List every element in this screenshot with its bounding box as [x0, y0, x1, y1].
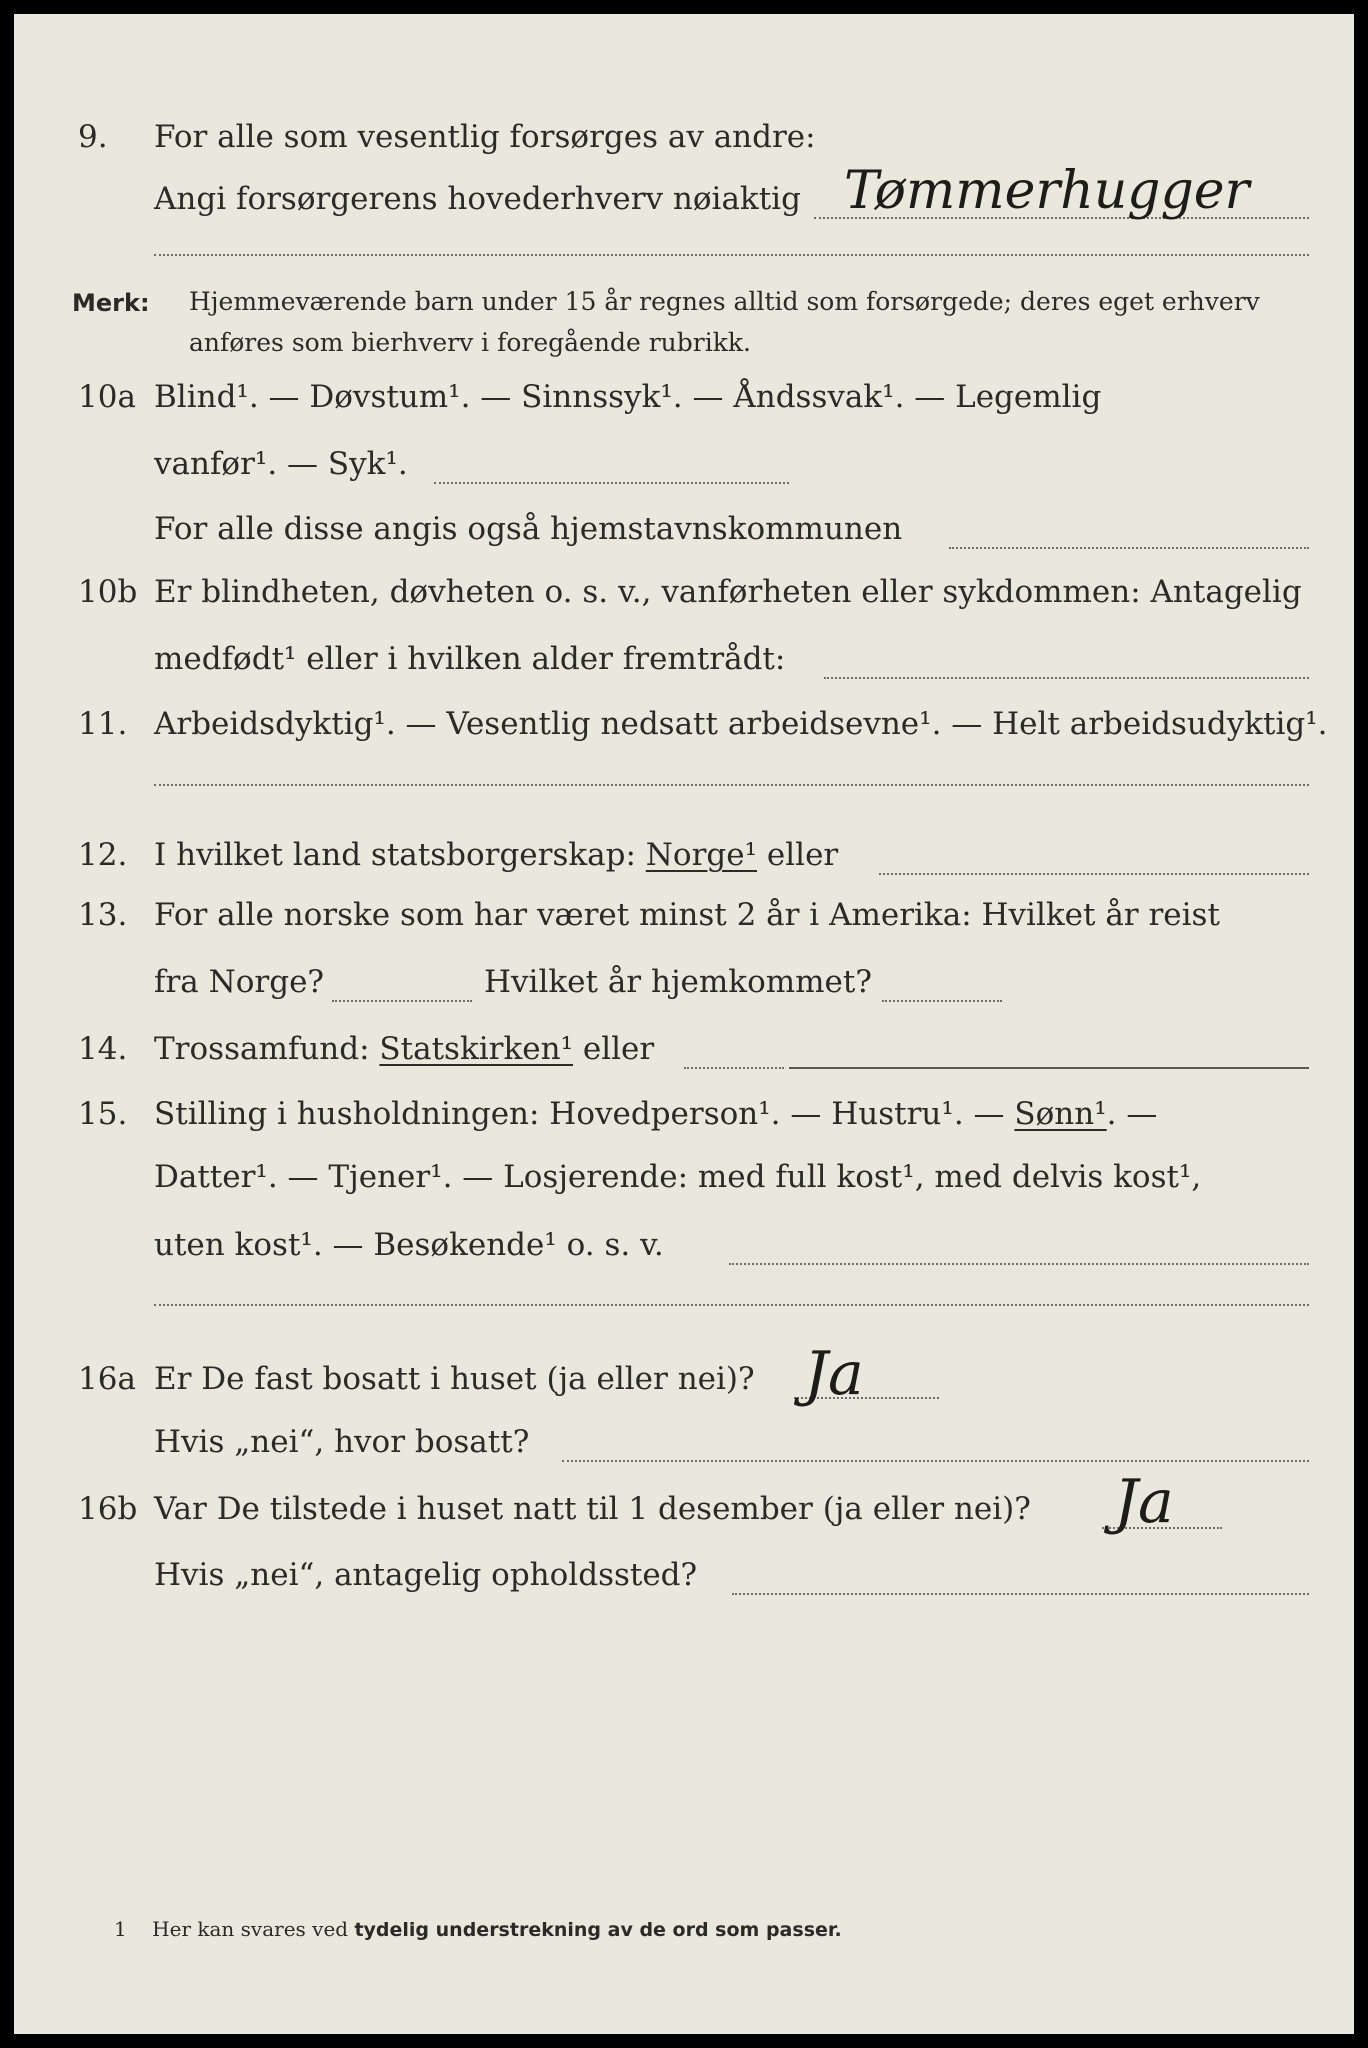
question-prefix: Trossamfund: [154, 1031, 370, 1067]
question-10b-line-1 [14, 574, 1354, 634]
question-16a-line-1 [14, 1339, 1354, 1421]
question-10a-line-1 [14, 379, 1354, 439]
blank-answer-line [154, 254, 1309, 256]
answer-line [879, 873, 1309, 875]
question-16b-line-1 [14, 1467, 1354, 1551]
answer-line [732, 1593, 1309, 1595]
question-16b-line-2 [14, 1557, 1354, 1617]
footnote-mark: 1 [114, 1917, 127, 1941]
answer-line [684, 1067, 784, 1069]
question-number: 10a [78, 379, 136, 415]
handwritten-answer-ja: Ja [1114, 1467, 1174, 1537]
question-prefix: I hvilket land statsborgerskap: [154, 837, 636, 873]
answer-line [789, 1067, 1309, 1069]
handwritten-answer-ja: Ja [804, 1339, 864, 1409]
question-text: Er blindheten, døvheten o. s. v., vanførheten eller sykdommen: Antagelig [154, 574, 1302, 610]
question-text: Blind¹. — Døvstum¹. — Sinnssyk¹. — Åndssvak¹. — Legemlig [154, 379, 1102, 415]
answer-line [332, 1000, 472, 1002]
question-suffix: eller [582, 1031, 655, 1067]
question-14-line-1 [14, 1031, 1354, 1091]
question-text: Hvis „nei“, hvor bosatt? [154, 1424, 530, 1460]
question-text: uten kost¹. — Besøkende¹ o. s. v. [154, 1227, 664, 1263]
answer-line [434, 482, 789, 484]
question-13-line-1 [14, 897, 1354, 957]
underlined-answer-norge: Norge¹ [645, 837, 758, 873]
footnote-text-bold: tydelig understrekning av de ord som passer. [354, 1919, 842, 1941]
question-number: 13. [78, 897, 128, 933]
question-15-line-2 [14, 1159, 1354, 1219]
question-15-line-1 [14, 1096, 1354, 1156]
question-text [154, 1031, 654, 1067]
answer-line [729, 1263, 1309, 1265]
question-text-part: Stilling i husholdningen: Hovedperson¹. — Hustru¹. — [154, 1096, 1005, 1132]
note-label: Merk: [72, 289, 150, 317]
question-text: Datter¹. — Tjener¹. — Losjerende: med full kost¹, med delvis kost¹, [154, 1159, 1202, 1195]
blank-answer-line [154, 1304, 1309, 1306]
answer-line [562, 1460, 1309, 1462]
question-text: medfødt¹ eller i hvilken alder fremtrådt: [154, 641, 786, 677]
question-text: fra Norge? [154, 964, 325, 1000]
footnote [114, 1917, 842, 1941]
question-number: 10b [78, 574, 138, 610]
question-number: 12. [78, 837, 128, 873]
question-9-line-2 [14, 161, 1354, 241]
question-text: For alle som vesentlig forsørges av andre: [154, 119, 816, 155]
underlined-answer-sonn: Sønn¹ [1014, 1096, 1107, 1132]
answer-line [824, 677, 1309, 679]
note-text: Hjemmeværende barn under 15 år regnes alltid som forsørgede; deres eget erhverv [189, 287, 1260, 316]
question-text: For alle disse angis også hjemstavnskommunen [154, 511, 903, 547]
question-text-part: . — [1106, 1096, 1158, 1132]
underlined-answer-statskirken: Statskirken¹ [379, 1031, 573, 1067]
question-text: Hvilket år hjemkommet? [484, 964, 872, 1000]
question-text: Var De tilstede i huset natt til 1 desember (ja eller nei)? [154, 1491, 1031, 1527]
question-12-line-1 [14, 837, 1354, 897]
question-text: Angi forsørgerens hovederhverv nøiaktig [154, 181, 801, 217]
question-13-line-2 [14, 964, 1354, 1024]
census-form-page [14, 14, 1354, 2034]
question-text: vanfør¹. — Syk¹. [154, 446, 408, 482]
question-10b-line-2 [14, 641, 1354, 701]
blank-answer-line [154, 784, 1309, 786]
question-number: 16b [78, 1491, 138, 1527]
question-number: 9. [78, 119, 108, 155]
answer-line [882, 1000, 1002, 1002]
question-text: Hvis „nei“, antagelig opholdssted? [154, 1557, 698, 1593]
question-text: Arbeidsdyktig¹. — Vesentlig nedsatt arbeidsevne¹. — Helt arbeidsudyktig¹. [154, 706, 1328, 742]
question-text [154, 1096, 1157, 1132]
question-11-line-1 [14, 706, 1354, 766]
question-suffix: eller [766, 837, 839, 873]
question-number: 14. [78, 1031, 128, 1067]
question-text [154, 837, 838, 873]
question-10a-line-3 [14, 511, 1354, 571]
question-text: For alle norske som har været minst 2 år i Amerika: Hvilket år reist [154, 897, 1220, 933]
question-number: 15. [78, 1096, 128, 1132]
footnote-text: Her kan svares ved [152, 1917, 349, 1941]
question-10a-line-2 [14, 446, 1354, 506]
question-number: 16a [78, 1361, 136, 1397]
question-text: Er De fast bosatt i huset (ja eller nei)? [154, 1361, 755, 1397]
answer-line [949, 547, 1309, 549]
question-number: 11. [78, 706, 128, 742]
question-15-line-3 [14, 1227, 1354, 1287]
note-text: anføres som bierhverv i foregående rubrikk. [189, 328, 751, 357]
handwritten-answer-occupation: Tømmerhugger [844, 161, 1250, 221]
